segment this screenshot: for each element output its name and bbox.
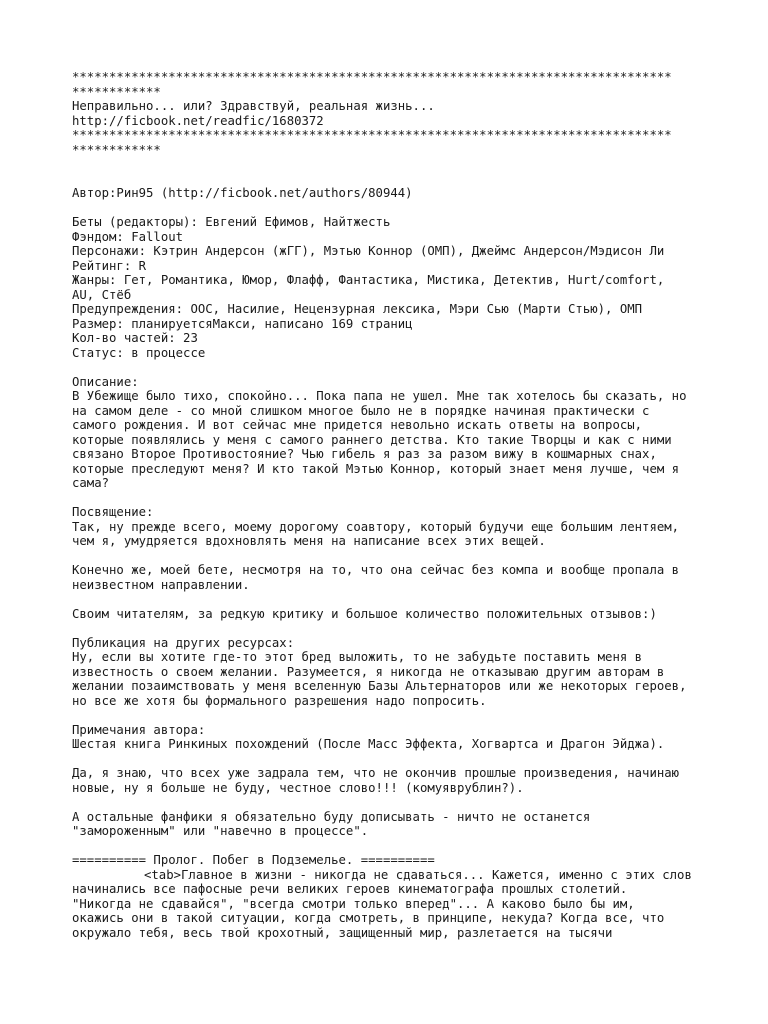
description-line: сама? — [72, 476, 110, 490]
spacer — [72, 795, 708, 810]
separator-stars: ********************************************************************************* — [72, 70, 672, 84]
chapter-line: окажись они в такой ситуации, когда смотреть, в принципе, некуда? Когда все, что — [72, 911, 665, 925]
description-line: связано Второе Противостояние? Чью гибель я раз за разом вижу в кошмарных снах, — [72, 447, 657, 461]
dedication-line: Своим читателям, за редкую критику и большое количество положительных отзывов:) — [72, 606, 657, 621]
description-line: которые преследуют меня? И кто такой Мэтью Коннор, который знает меня лучше, чем я — [72, 461, 680, 476]
notes-line: "замороженным" или "навечно в процессе". — [72, 824, 369, 838]
parts-line: Кол-во частей: 23 — [72, 331, 198, 345]
publication-line: желании позаимствовать у меня вселенную Базы Альтернаторов или же некоторых героев, — [72, 679, 687, 693]
publication-section — [72, 636, 708, 709]
size-line: Размер: планируетсяМакси, написано 169 страниц — [72, 316, 413, 331]
spacer — [72, 201, 708, 216]
dedication-line: Так, ну прежде всего, моему дорогому соавтору, который будучи еще большим лентяем, — [72, 519, 680, 534]
publication-line: но все же хотя бы формального разрешения надо попросить. — [72, 693, 487, 708]
description-line: на самом деле - со мной слишком многое было не в порядке начиная практически с — [72, 403, 650, 418]
dedication-line: чем я, умудряется вдохновлять меня на написание всех этих вещей. — [72, 534, 546, 548]
publication-line: известность о своем желании. Разумеется, я никогда не отказываю другим авторам в — [72, 664, 665, 679]
spacer — [72, 172, 708, 187]
spacer — [72, 839, 708, 854]
publication-heading: Публикация на других ресурсах: — [72, 635, 295, 650]
spacer — [72, 752, 708, 767]
characters-line: Персонажи: Кэтрин Андерсон (жГГ), Мэтью Коннор (ОМП), Джеймс Андерсон/Мэдисон Ли — [72, 244, 665, 258]
document-title: Неправильно... или? Здравствуй, реальная жизнь... — [72, 99, 435, 113]
warnings-line: Предупреждения: OOC, Насилие, Нецензурная лексика, Мэри Сью (Марти Стью), ОМП — [72, 302, 643, 316]
chapter-first-line: <tab>Главное в жизни - никогда не сдаваться... Кажется, именно с этих слов — [144, 867, 692, 882]
dedication-section — [72, 505, 708, 621]
spacer — [72, 360, 708, 375]
separator-stars: ************ — [72, 142, 161, 157]
rating-line: Рейтинг: R — [72, 258, 147, 273]
metadata-block — [72, 186, 708, 360]
dedication-line: Конечно же, моей бете, несмотря на то, что она сейчас без компа и вообще пропала в — [72, 563, 680, 577]
notes-line: новые, ну я больше не буду, честное слово!!! (комуяврублин?). — [72, 780, 524, 795]
status-line: Статус: в процессе — [72, 345, 206, 360]
spacer — [72, 592, 708, 607]
spacer — [72, 621, 708, 636]
chapter-heading: ========== Пролог. Побег в Подземелье. ========== — [72, 853, 435, 867]
separator-stars: ************ — [72, 84, 161, 99]
betas-line: Беты (редакторы): Евгений Ефимов, Найтжесть — [72, 215, 391, 229]
notes-line: Да, я знаю, что всех уже задрала тем, что не окончив прошлые произведения, начинаю — [72, 766, 680, 780]
spacer — [72, 491, 708, 506]
author-notes-section — [72, 723, 708, 839]
chapter-line: "Никогда не сдавайся", "всегда смотри только вперед"... А каково было бы им, — [72, 896, 635, 911]
source-url: http://ficbook.net/readfic/1680372 — [72, 113, 324, 128]
description-section — [72, 375, 708, 491]
spacer — [72, 708, 708, 723]
notes-line: А остальные фанфики я обязательно буду дописывать - ничто не останется — [72, 809, 591, 824]
header-block — [72, 70, 708, 157]
description-line: которые появлялись у меня с самого раннего детства. Кто такие Творцы и как с ними — [72, 432, 672, 447]
dedication-line: неизвестном направлении. — [72, 577, 250, 592]
description-line: самого рождения. И вот сейчас мне придется невольно искать ответы на вопросы, — [72, 418, 643, 432]
description-line: В Убежище было тихо, спокойно... Пока папа не ушел. Мне так хотелось бы сказать, но — [72, 389, 687, 403]
chapter-section — [72, 853, 708, 940]
notes-heading: Примечания автора: — [72, 722, 206, 737]
fandom-line: Фэндом: Fallout — [72, 229, 184, 244]
separator-stars: ********************************************************************************* — [72, 128, 672, 142]
dedication-heading: Посвящение: — [72, 505, 154, 519]
publication-line: Ну, если вы хотите где-то этот бред выложить, то не забудьте поставить меня в — [72, 650, 643, 664]
genres-line-cont: AU, Стёб — [72, 287, 132, 302]
notes-line: Шестая книга Ринкиных похождений (После Масс Эффекта, Хогвартса и Драгон Эйджа). — [72, 737, 665, 751]
spacer — [72, 157, 708, 172]
spacer — [72, 549, 708, 564]
description-heading: Описание: — [72, 374, 139, 389]
chapter-line: начинались все пафосные речи великих героев кинематографа прошлых столетий. — [72, 882, 628, 896]
chapter-line: окружало тебя, весь твой крохотный, защищенный мир, разлетается на тысячи — [72, 925, 613, 940]
author-line: Автор:Рин95 (http://ficbook.net/authors/80944) — [72, 186, 413, 200]
genres-line: Жанры: Гет, Романтика, Юмор, Флафф, Фантастика, Мистика, Детектив, Hurt/comfort, — [72, 273, 665, 287]
